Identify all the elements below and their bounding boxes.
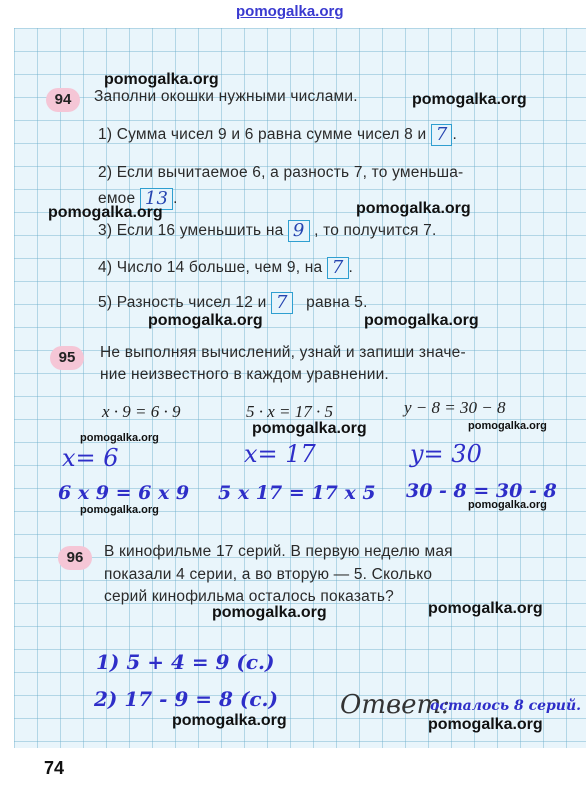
check-3: 30 - 8 = 30 - 8	[406, 480, 557, 502]
check-1: 6 x 9 = 6 x 9	[58, 482, 190, 504]
task-94-item-5	[98, 292, 368, 314]
answer-text: осталось 8 серий.	[430, 698, 582, 714]
task-96-line1: В кинофильме 17 серий. В первую неделю мая	[104, 543, 453, 560]
handwritten-answer-2: x= 17	[244, 440, 316, 468]
task-96-number: 96	[58, 546, 92, 570]
handwritten-answer-1: x= 6	[62, 444, 119, 472]
watermark: pomogalka.org	[356, 200, 471, 217]
solution-step-2: 2) 17 - 9 = 8 (с.)	[94, 687, 278, 711]
item-text: .	[348, 259, 354, 277]
task-96-line2: показали 4 серии, а во вторую — 5. Сколько	[104, 566, 433, 583]
watermark: pomogalka.org	[80, 432, 159, 444]
watermark: pomogalka.org	[428, 600, 543, 617]
item-text: 1) Сумма чисел 9 и 6 равна сумме чисел 8 и	[98, 126, 427, 144]
watermark: pomogalka.org	[468, 420, 547, 432]
task-94-title: Заполни окошки нужными числами.	[94, 88, 358, 105]
watermark: pomogalka.org	[80, 504, 159, 516]
answer-box: 7	[431, 124, 453, 146]
watermark: pomogalka.org	[212, 604, 327, 621]
watermark: pomogalka.org	[172, 712, 287, 729]
watermark: pomogalka.org	[428, 716, 543, 733]
item-text: .	[452, 126, 457, 144]
equation-2: 5 · x = 17 · 5	[246, 402, 334, 421]
item-text: 5) Разность чисел 12 и	[98, 294, 267, 312]
task-95-line1: Не выполняя вычислений, узнай и запиши значе-	[100, 344, 466, 361]
task-94-item-2-line1: 2) Если вычитаемое 6, а разность 7, то уменьша-	[98, 164, 464, 181]
watermark-top[interactable]: pomogalka.org	[236, 3, 344, 20]
task-95-number: 95	[50, 346, 84, 370]
task-96-line3: серий кинофильма осталось показать?	[104, 588, 394, 605]
page-number: 74	[44, 758, 65, 778]
watermark: pomogalka.org	[148, 312, 263, 329]
solution-step-1: 1) 5 + 4 = 9 (с.)	[96, 650, 275, 674]
handwritten-answer-3: y= 30	[410, 440, 482, 468]
watermark: pomogalka.org	[252, 420, 367, 437]
answer-box: 7	[271, 292, 293, 314]
task-95-line2: ние неизвестного в каждом уравнении.	[100, 366, 389, 383]
answer-label: Ответ:	[340, 690, 450, 720]
task-94-number: 94	[46, 88, 80, 112]
item-text: .	[173, 190, 178, 208]
watermark: pomogalka.org	[412, 91, 527, 108]
answer-box: 13	[140, 188, 173, 210]
equation-1: x · 9 = 6 · 9	[102, 402, 181, 421]
task-94-item-1	[98, 124, 457, 146]
check-2: 5 x 17 = 17 x 5	[218, 482, 376, 504]
item-text: 3) Если 16 уменьшить на	[98, 222, 284, 240]
answer-box: 7	[327, 257, 349, 279]
item-text: , то получится 7.	[314, 222, 437, 240]
item-text: равна 5.	[306, 294, 368, 312]
item-text: емое	[98, 190, 136, 208]
watermark: pomogalka.org	[468, 499, 547, 511]
watermark: pomogalka.org	[104, 71, 219, 88]
task-94-item-4	[98, 257, 353, 279]
answer-box: 9	[288, 220, 310, 242]
item-text: 4) Число 14 больше, чем 9, на	[98, 259, 323, 277]
task-94-item-3	[98, 220, 436, 242]
watermark: pomogalka.org	[364, 312, 479, 329]
watermark: pomogalka.org	[48, 204, 163, 221]
equation-3: y − 8 = 30 − 8	[404, 398, 506, 417]
